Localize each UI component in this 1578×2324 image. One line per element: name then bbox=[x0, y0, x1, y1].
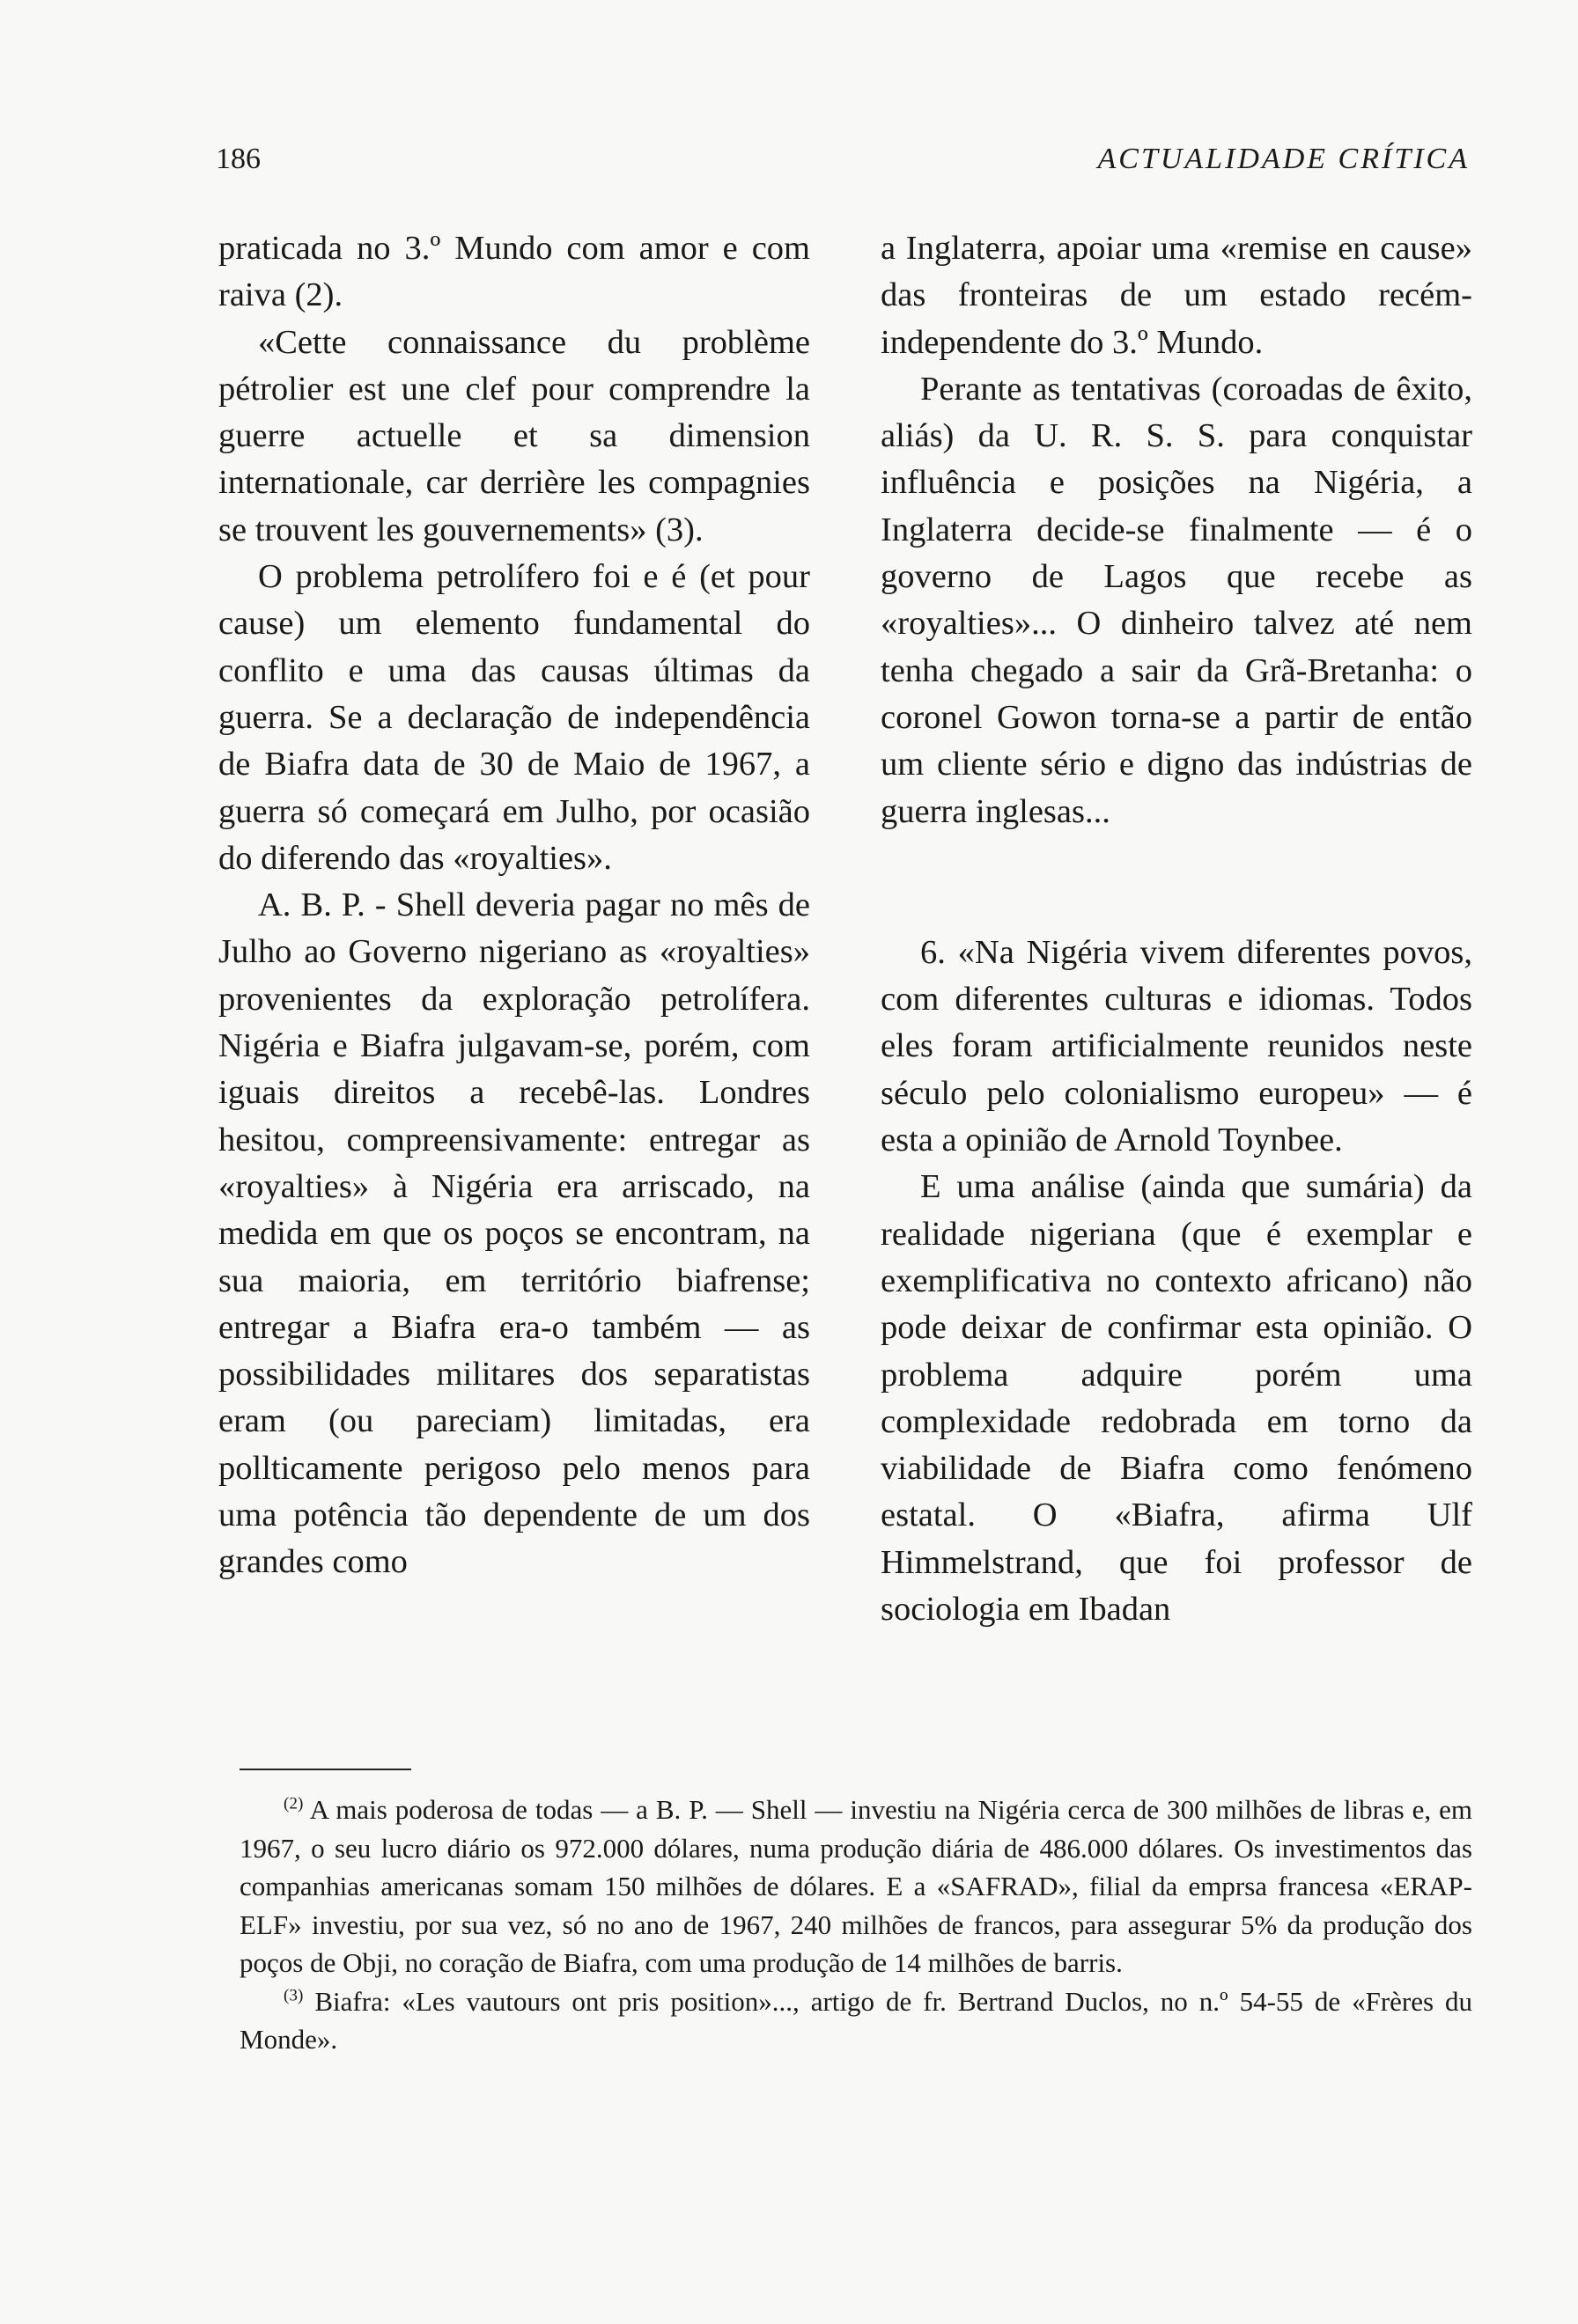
page-number: 186 bbox=[216, 143, 261, 175]
section-gap bbox=[881, 835, 1472, 930]
footnote bbox=[240, 1982, 1472, 2059]
right-column bbox=[881, 225, 1472, 1633]
paragraph: a Inglaterra, apoiar uma «remise en cause» das fronteiras de um estado recém-independente do 3.º Mundo. bbox=[881, 230, 1472, 361]
footnotes bbox=[240, 1791, 1472, 2059]
paragraph: Perante as tentativas (coroadas de êxito, aliás) da U. R. S. S. para conquistar influência e posições na Nigéria, a Inglaterra decide-se finalmente — é o governo de Lagos que recebe as «royalties»... O dinheiro talvez até nem tenha chegado a sair da Grã-Bretanha: o coronel Gowon torna-se a partir de então um cliente sério e digno das indústrias de guerra inglesas... bbox=[881, 370, 1472, 830]
left-column bbox=[218, 225, 810, 1586]
footnote-text: A mais poderosa de todas — a B. P. — Shell — investiu na Nigéria cerca de 300 milhões de libras e, em 1967, o seu lucro diário os 972.000 dólares, numa produção diária de 486.000 dólares. Os investimentos das companhias americanas somam 150 milhões de dólares. E a «SAFRAD», filial da emprsa francesa «ERAP-ELF» investiu, por sua vez, só no ano de 1967, 240 milhões de francos, para assegurar 5% da produção dos poços de Obji, no coração de Biafra, com uma produção de 14 milhões de barris. bbox=[240, 1794, 1472, 1978]
footnote-rule bbox=[240, 1769, 411, 1770]
footnote-marker: (2) bbox=[284, 1794, 304, 1813]
paragraph: O problema petrolífero foi e é (et pour cause) um elemento fundamental do conflito e uma das causas últimas da guerra. Se a declaração de independência de Biafra data de 30 de Maio de 1967, a guerra só começará em Julho, por ocasião do diferendo das «royalties». bbox=[218, 558, 810, 877]
footnote-marker: (3) bbox=[284, 1986, 304, 2005]
footnote-text: Biafra: «Les vautours ont pris position»..., artigo de fr. Bertrand Duclos, no n.º 54-55 de «Frères du Monde». bbox=[240, 1985, 1473, 2055]
paragraph: 6. «Na Nigéria vivem diferentes povos, com diferentes culturas e idiomas. Todos eles foram artificialmente reunidos neste século pelo colonialismo europeu» — é esta a opinião de Arnold Toynbee. bbox=[881, 933, 1472, 1159]
footnote bbox=[240, 1791, 1472, 1982]
paragraph: praticada no 3.º Mundo com amor e com raiva (2). bbox=[218, 230, 810, 314]
paragraph: A. B. P. - Shell deveria pagar no mês de Julho ao Governo nigeriano as «royalties» provenientes da exploração petrolífera. Nigéria e Biafra julgavam-se, porém, com iguais direitos a recebê-las. Londres hesitou, compreensivamente: entregar as «royalties» à Nigéria era arriscado, na medida em que os poços se encontram, na sua maioria, em território biafrense; entregar a Biafra era-o também — as possibilidades militares dos separatistas eram (ou pareciam) limitadas, era pollticamente perigoso pelo menos para uma potência tão dependente de um dos grandes como bbox=[218, 886, 810, 1581]
paragraph: E uma análise (ainda que sumária) da realidade nigeriana (que é exemplar e exemplificativa no contexto africano) não pode deixar de confirmar esta opinião. O problema adquire porém uma complexidade redobrada em torno da viabilidade de Biafra como fenómeno estatal. O «Biafra, afirma Ulf Himmelstrand, que foi professor de sociologia em Ibadan bbox=[881, 1168, 1472, 1629]
running-title: ACTUALIDADE CRÍTICA bbox=[1097, 143, 1470, 175]
paragraph: «Cette connaissance du problème pétrolier est une clef pour comprendre la guerre actuelle et sa dimension internationale, car derrière les compagnies se trouvent les gouvernements» (3). bbox=[218, 323, 810, 548]
